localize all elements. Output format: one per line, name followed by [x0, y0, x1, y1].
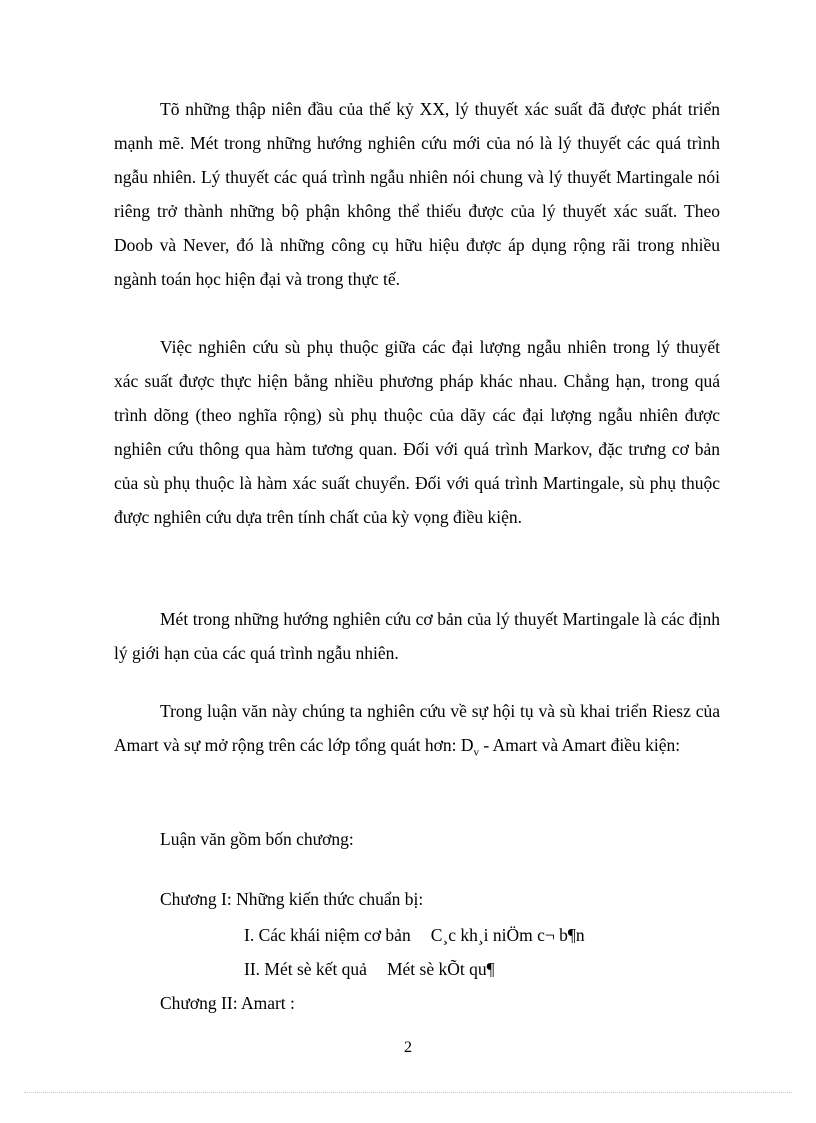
chapter-1-item-1-text: I. Các khái niệm cơ bản [244, 925, 411, 945]
page-divider [24, 1092, 792, 1093]
chapter-2-title: Chương II: Amart : [160, 993, 295, 1013]
thesis-scope-text-end: - Amart và Amart điều kiện: [478, 735, 681, 755]
chapter-1-item-2-text: II. Mét sè kết quả [244, 959, 367, 979]
d-subscript: v [473, 746, 479, 759]
paragraph-thesis-scope [114, 694, 720, 770]
chapter-1-item-1-garbled: C¸c kh¸i niÖm c¬ b¶n [430, 925, 585, 945]
paragraph-limit-theorems: Mét trong những hướng nghiên cứu cơ bản của lý thuyết Martingale là các định lý giới hạn của các quá trình ngẫu nhiên. [114, 609, 720, 663]
chapter-1-item-2-garbled: Mét sè kÕt qu¶ [386, 959, 495, 979]
thesis-scope-text: Trong luận văn này chúng ta nghiên cứu về sự hội tụ và sù khai triển Riesz của Amart và sự mở rộng trên các lớp tổng quát hơn: D [114, 701, 720, 755]
structure-intro: Luận văn gồm bốn chương: [160, 829, 354, 849]
chapter-1-title: Chương I: Những kiến thức chuẩn bị: [160, 889, 424, 909]
paragraph-dependence-methods: Việc nghiên cứu sù phụ thuộc giữa các đại lượng ngẫu nhiên trong lý thuyết xác suất được thực hiện bằng nhiều phương pháp khác nhau. Chẳng hạn, trong quá trình dõng (theo nghĩa rộng) sù phụ thuộc của dãy các đại lượng ngẫu nhiên được nghiên cứu thông qua hàm tương quan. Đối với quá trình Markov, đặc trưng cơ bản của sù phụ thuộc là hàm xác suất chuyển. Đối với quá trình Martingale, sù phụ thuộc được nghiên cứu dựa trên tính chất của kỳ vọng điều kiện. [114, 337, 720, 527]
chapter-1-item-2 [244, 952, 495, 986]
page-number: 2 [404, 1039, 412, 1056]
chapter-1-item-1 [244, 918, 585, 952]
paragraph-introduction: Tõ những thập niên đầu của thế kỷ XX, lý thuyết xác suất đã được phát triển mạnh mẽ. Mét trong những hướng nghiên cứu mới của nó là lý thuyết các quá trình ngẫu nhiên. Lý thuyết các quá trình ngẫu nhiên nói chung và lý thuyết Martingale nói riêng trở thành những bộ phận không thể thiếu được của lý thuyết xác suất. Theo Doob và Never, đó là những công cụ hữu hiệu được áp dụng rộng rãi trong nhiều ngành toán học hiện đại và trong thực tế. [114, 99, 720, 289]
